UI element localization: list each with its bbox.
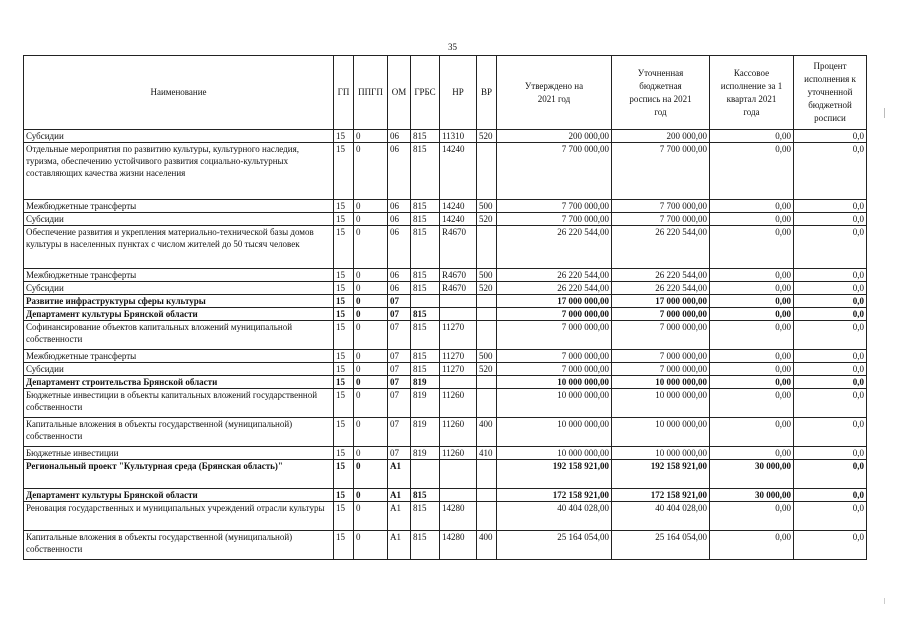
cell-nr	[440, 376, 477, 389]
cell-gp: 15	[334, 321, 354, 350]
cell-refined: 7 000 000,00	[612, 363, 710, 376]
cell-percent: 0,0	[794, 376, 867, 389]
cell-om: 07	[388, 321, 411, 350]
cell-cash: 0,00	[710, 502, 794, 531]
cell-cash: 0,00	[710, 418, 794, 447]
cell-grbs: 815	[411, 282, 440, 295]
header-row	[24, 56, 867, 130]
cell-ppgp: 0	[354, 531, 388, 560]
cell-gp: 15	[334, 269, 354, 282]
cell-om: 06	[388, 226, 411, 269]
cell-gp: 15	[334, 531, 354, 560]
cell-vr: 500	[477, 350, 497, 363]
cell-cash: 0,00	[710, 269, 794, 282]
cell-approved: 10 000 000,00	[497, 389, 612, 418]
cell-grbs: 815	[411, 226, 440, 269]
cell-vr: 520	[477, 213, 497, 226]
table-row	[24, 489, 867, 502]
cell-vr	[477, 502, 497, 531]
header-om: ОМ	[388, 56, 411, 130]
cell-ppgp: 0	[354, 460, 388, 489]
header-approved: Утверждено на 2021 год	[497, 56, 612, 130]
cell-approved: 7 000 000,00	[497, 350, 612, 363]
cell-name: Обеспечение развития и укрепления материально-технической базы домов культуры в населенных пунктах с числом жителей до 50 тысяч человек	[24, 226, 334, 269]
cell-nr	[440, 460, 477, 489]
cell-refined: 40 404 028,00	[612, 502, 710, 531]
cell-name: Бюджетные инвестиции	[24, 447, 334, 460]
cell-refined: 7 700 000,00	[612, 143, 710, 200]
cell-grbs	[411, 460, 440, 489]
cell-refined: 10 000 000,00	[612, 376, 710, 389]
cell-grbs: 815	[411, 363, 440, 376]
cell-nr: 11260	[440, 447, 477, 460]
cell-cash: 0,00	[710, 389, 794, 418]
cell-om: 06	[388, 269, 411, 282]
cell-ppgp: 0	[354, 447, 388, 460]
cell-nr: 14240	[440, 200, 477, 213]
cell-refined: 26 220 544,00	[612, 269, 710, 282]
header-nr: НР	[440, 56, 477, 130]
cell-vr	[477, 489, 497, 502]
cell-name: Отдельные мероприятия по развитию культуры, культурного наследия, туризма, обеспечению устойчивого развития социально-культурных составляющих качества жизни населения	[24, 143, 334, 200]
cell-ppgp: 0	[354, 308, 388, 321]
cell-gp: 15	[334, 502, 354, 531]
cell-nr: 11270	[440, 321, 477, 350]
cell-refined: 7 700 000,00	[612, 200, 710, 213]
cell-om: A1	[388, 460, 411, 489]
cell-om: 06	[388, 200, 411, 213]
cell-approved: 26 220 544,00	[497, 282, 612, 295]
cell-gp: 15	[334, 200, 354, 213]
table-row	[24, 282, 867, 295]
cell-vr: 520	[477, 130, 497, 143]
cell-om: 06	[388, 143, 411, 200]
cell-cash: 0,00	[710, 143, 794, 200]
table-row	[24, 350, 867, 363]
table-row	[24, 460, 867, 489]
cell-gp: 15	[334, 282, 354, 295]
cell-refined: 10 000 000,00	[612, 418, 710, 447]
cell-vr	[477, 321, 497, 350]
cell-nr: 14240	[440, 143, 477, 200]
cell-nr	[440, 308, 477, 321]
cell-grbs: 819	[411, 389, 440, 418]
cell-om: A1	[388, 502, 411, 531]
cell-gp: 15	[334, 308, 354, 321]
table-row	[24, 447, 867, 460]
cell-grbs: 819	[411, 418, 440, 447]
cell-gp: 15	[334, 143, 354, 200]
cell-cash: 0,00	[710, 295, 794, 308]
cell-cash: 30 000,00	[710, 460, 794, 489]
cell-vr: 410	[477, 447, 497, 460]
table-row	[24, 321, 867, 350]
cell-percent: 0,0	[794, 295, 867, 308]
cell-approved: 10 000 000,00	[497, 376, 612, 389]
margin-mark	[884, 598, 885, 604]
page-number: 35	[448, 42, 457, 52]
cell-grbs: 815	[411, 143, 440, 200]
cell-om: 06	[388, 130, 411, 143]
cell-grbs: 815	[411, 321, 440, 350]
cell-om: 06	[388, 282, 411, 295]
cell-grbs: 815	[411, 350, 440, 363]
cell-nr: 14280	[440, 531, 477, 560]
cell-percent: 0,0	[794, 531, 867, 560]
cell-gp: 15	[334, 363, 354, 376]
cell-nr: 11270	[440, 350, 477, 363]
cell-refined: 192 158 921,00	[612, 460, 710, 489]
cell-refined: 7 000 000,00	[612, 350, 710, 363]
cell-om: 07	[388, 295, 411, 308]
cell-vr: 520	[477, 282, 497, 295]
cell-approved: 7 000 000,00	[497, 321, 612, 350]
cell-cash: 30 000,00	[710, 489, 794, 502]
cell-percent: 0,0	[794, 213, 867, 226]
table-row	[24, 269, 867, 282]
cell-percent: 0,0	[794, 418, 867, 447]
cell-grbs: 819	[411, 376, 440, 389]
cell-name: Субсидии	[24, 130, 334, 143]
cell-cash: 0,00	[710, 447, 794, 460]
cell-ppgp: 0	[354, 350, 388, 363]
table-row	[24, 130, 867, 143]
cell-ppgp: 0	[354, 143, 388, 200]
cell-grbs: 815	[411, 200, 440, 213]
header-percent: Процент исполнения к уточненной бюджетной росписи	[794, 56, 867, 130]
cell-vr	[477, 143, 497, 200]
cell-refined: 7 700 000,00	[612, 213, 710, 226]
cell-grbs: 815	[411, 308, 440, 321]
cell-ppgp: 0	[354, 130, 388, 143]
cell-name: Межбюджетные трансферты	[24, 350, 334, 363]
cell-percent: 0,0	[794, 350, 867, 363]
cell-approved: 7 700 000,00	[497, 143, 612, 200]
cell-cash: 0,00	[710, 363, 794, 376]
cell-name: Субсидии	[24, 213, 334, 226]
cell-name: Капитальные вложения в объекты государственной (муниципальной) собственности	[24, 418, 334, 447]
cell-percent: 0,0	[794, 363, 867, 376]
cell-nr: 14240	[440, 213, 477, 226]
cell-refined: 26 220 544,00	[612, 282, 710, 295]
cell-om: A1	[388, 531, 411, 560]
cell-nr: 11310	[440, 130, 477, 143]
cell-vr	[477, 460, 497, 489]
cell-name: Межбюджетные трансферты	[24, 269, 334, 282]
table-row	[24, 200, 867, 213]
cell-percent: 0,0	[794, 130, 867, 143]
cell-gp: 15	[334, 389, 354, 418]
table-body	[24, 130, 867, 560]
table-row	[24, 389, 867, 418]
cell-nr: R4670	[440, 269, 477, 282]
cell-name: Капитальные вложения в объекты государственной (муниципальной) собственности	[24, 531, 334, 560]
cell-nr: R4670	[440, 226, 477, 269]
cell-grbs: 815	[411, 269, 440, 282]
cell-percent: 0,0	[794, 226, 867, 269]
cell-cash: 0,00	[710, 226, 794, 269]
cell-percent: 0,0	[794, 447, 867, 460]
cell-grbs: 815	[411, 130, 440, 143]
cell-gp: 15	[334, 447, 354, 460]
table-row	[24, 308, 867, 321]
cell-ppgp: 0	[354, 282, 388, 295]
cell-refined: 17 000 000,00	[612, 295, 710, 308]
cell-refined: 25 164 054,00	[612, 531, 710, 560]
cell-om: 07	[388, 389, 411, 418]
cell-grbs: 815	[411, 489, 440, 502]
cell-percent: 0,0	[794, 489, 867, 502]
cell-name: Развитие инфраструктуры сферы культуры	[24, 295, 334, 308]
cell-ppgp: 0	[354, 376, 388, 389]
cell-gp: 15	[334, 418, 354, 447]
cell-om: 07	[388, 447, 411, 460]
margin-mark	[884, 108, 885, 118]
cell-nr: 11260	[440, 389, 477, 418]
cell-name: Реновация государственных и муниципальных учреждений отрасли культуры	[24, 502, 334, 531]
cell-vr	[477, 308, 497, 321]
table-row	[24, 376, 867, 389]
cell-gp: 15	[334, 226, 354, 269]
header-ppgp: ППГП	[354, 56, 388, 130]
cell-grbs	[411, 295, 440, 308]
cell-vr	[477, 295, 497, 308]
cell-vr: 520	[477, 363, 497, 376]
cell-approved: 10 000 000,00	[497, 447, 612, 460]
header-refined: Уточненная бюджетная роспись на 2021 год	[612, 56, 710, 130]
cell-ppgp: 0	[354, 295, 388, 308]
cell-nr: 14280	[440, 502, 477, 531]
header-vr: ВР	[477, 56, 497, 130]
cell-grbs: 815	[411, 531, 440, 560]
cell-gp: 15	[334, 130, 354, 143]
cell-ppgp: 0	[354, 363, 388, 376]
cell-name: Департамент культуры Брянской области	[24, 489, 334, 502]
cell-vr	[477, 389, 497, 418]
cell-cash: 0,00	[710, 308, 794, 321]
cell-refined: 10 000 000,00	[612, 389, 710, 418]
cell-cash: 0,00	[710, 282, 794, 295]
header-gp: ГП	[334, 56, 354, 130]
cell-cash: 0,00	[710, 200, 794, 213]
cell-nr: R4670	[440, 282, 477, 295]
table-row	[24, 213, 867, 226]
cell-grbs: 815	[411, 502, 440, 531]
cell-gp: 15	[334, 460, 354, 489]
cell-gp: 15	[334, 213, 354, 226]
cell-approved: 7 700 000,00	[497, 213, 612, 226]
cell-approved: 40 404 028,00	[497, 502, 612, 531]
header-grbs: ГРБС	[411, 56, 440, 130]
cell-ppgp: 0	[354, 200, 388, 213]
cell-vr: 500	[477, 269, 497, 282]
cell-vr: 400	[477, 418, 497, 447]
cell-approved: 7 700 000,00	[497, 200, 612, 213]
cell-percent: 0,0	[794, 269, 867, 282]
cell-approved: 200 000,00	[497, 130, 612, 143]
cell-om: 07	[388, 376, 411, 389]
cell-cash: 0,00	[710, 213, 794, 226]
cell-nr: 11270	[440, 363, 477, 376]
cell-om: A1	[388, 489, 411, 502]
cell-name: Софинансирование объектов капитальных вложений муниципальной собственности	[24, 321, 334, 350]
cell-refined: 172 158 921,00	[612, 489, 710, 502]
cell-name: Межбюджетные трансферты	[24, 200, 334, 213]
cell-name: Субсидии	[24, 363, 334, 376]
cell-name: Департамент культуры Брянской области	[24, 308, 334, 321]
cell-nr	[440, 489, 477, 502]
cell-grbs: 819	[411, 447, 440, 460]
cell-approved: 25 164 054,00	[497, 531, 612, 560]
table-row	[24, 531, 867, 560]
cell-refined: 7 000 000,00	[612, 308, 710, 321]
cell-om: 07	[388, 350, 411, 363]
table-row	[24, 363, 867, 376]
cell-grbs: 815	[411, 213, 440, 226]
cell-percent: 0,0	[794, 308, 867, 321]
table-row	[24, 418, 867, 447]
cell-name: Департамент строительства Брянской области	[24, 376, 334, 389]
cell-cash: 0,00	[710, 531, 794, 560]
cell-approved: 17 000 000,00	[497, 295, 612, 308]
cell-approved: 7 000 000,00	[497, 308, 612, 321]
cell-percent: 0,0	[794, 502, 867, 531]
table-row	[24, 226, 867, 269]
cell-cash: 0,00	[710, 376, 794, 389]
table-row	[24, 502, 867, 531]
cell-gp: 15	[334, 350, 354, 363]
cell-om: 07	[388, 418, 411, 447]
cell-vr	[477, 376, 497, 389]
cell-approved: 7 000 000,00	[497, 363, 612, 376]
table-row	[24, 295, 867, 308]
cell-ppgp: 0	[354, 213, 388, 226]
cell-vr	[477, 226, 497, 269]
cell-name: Бюджетные инвестиции в объекты капитальных вложений государственной собственности	[24, 389, 334, 418]
cell-name: Субсидии	[24, 282, 334, 295]
cell-percent: 0,0	[794, 282, 867, 295]
cell-gp: 15	[334, 376, 354, 389]
cell-nr	[440, 295, 477, 308]
cell-percent: 0,0	[794, 389, 867, 418]
cell-refined: 26 220 544,00	[612, 226, 710, 269]
header-cash: Кассовое исполнение за 1 квартал 2021 года	[710, 56, 794, 130]
cell-cash: 0,00	[710, 321, 794, 350]
cell-ppgp: 0	[354, 502, 388, 531]
cell-name: Региональный проект "Культурная среда (Брянская область)"	[24, 460, 334, 489]
cell-percent: 0,0	[794, 321, 867, 350]
cell-refined: 7 000 000,00	[612, 321, 710, 350]
cell-percent: 0,0	[794, 143, 867, 200]
cell-vr: 400	[477, 531, 497, 560]
cell-ppgp: 0	[354, 321, 388, 350]
cell-gp: 15	[334, 489, 354, 502]
cell-nr: 11260	[440, 418, 477, 447]
cell-ppgp: 0	[354, 489, 388, 502]
cell-om: 07	[388, 308, 411, 321]
cell-cash: 0,00	[710, 130, 794, 143]
cell-cash: 0,00	[710, 350, 794, 363]
cell-ppgp: 0	[354, 269, 388, 282]
cell-vr: 500	[477, 200, 497, 213]
cell-om: 07	[388, 363, 411, 376]
cell-ppgp: 0	[354, 418, 388, 447]
header-name: Наименование	[24, 56, 334, 130]
table-row	[24, 143, 867, 200]
cell-approved: 172 158 921,00	[497, 489, 612, 502]
cell-percent: 0,0	[794, 460, 867, 489]
cell-refined: 200 000,00	[612, 130, 710, 143]
cell-approved: 192 158 921,00	[497, 460, 612, 489]
cell-ppgp: 0	[354, 226, 388, 269]
cell-ppgp: 0	[354, 389, 388, 418]
cell-refined: 10 000 000,00	[612, 447, 710, 460]
cell-approved: 26 220 544,00	[497, 269, 612, 282]
budget-table	[23, 55, 867, 560]
cell-approved: 26 220 544,00	[497, 226, 612, 269]
cell-approved: 10 000 000,00	[497, 418, 612, 447]
cell-percent: 0,0	[794, 200, 867, 213]
cell-om: 06	[388, 213, 411, 226]
cell-gp: 15	[334, 295, 354, 308]
